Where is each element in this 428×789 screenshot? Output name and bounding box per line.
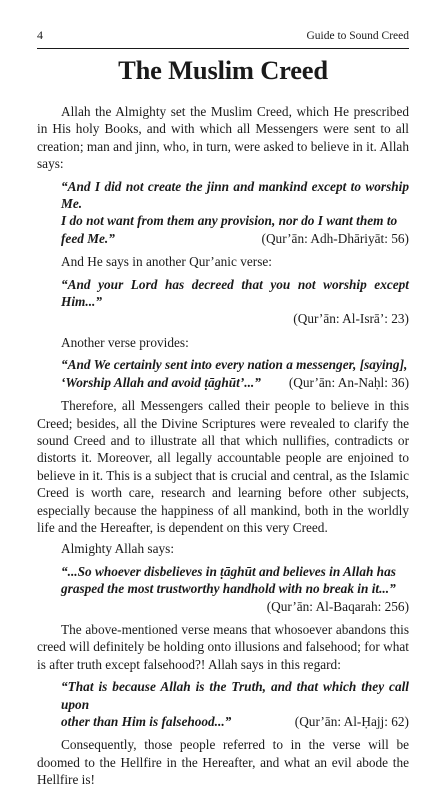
quote-line: “And We certainly sent into every nation a messenger, [saying], bbox=[61, 357, 408, 373]
paragraph: Another verse provides: bbox=[61, 334, 189, 350]
quote-citation: (Qur’ān: An-Naḥl: 36) bbox=[288, 374, 409, 390]
quote-line: “And I did not create the jinn and mankind except to worship Me. bbox=[61, 178, 409, 212]
quote-line: other than Him is falsehood...” bbox=[61, 714, 232, 729]
quote-line: ‘Worship Allah and avoid ṭāghūt’...” bbox=[61, 374, 261, 390]
quote-al-hajj bbox=[61, 678, 409, 730]
paragraph: Therefore, all Messengers called their people to believe in this Creed; besides, all the Divine Scriptures were revealed to clarify the sound Creed and to illustrate all that which nullifies, contradicts or distorts it. Moreover, all legally accountable people are enjoined to believe in it. This is a subject that is crucial and central, as the Islamic Creed is worth care, research and learning before other subjects, especially because the happiness of all mankind, both in the worldly life and the Hereafter, is dependent on this very Creed. bbox=[37, 398, 409, 535]
quote-an-nahl bbox=[61, 356, 409, 391]
paragraph: Almighty Allah says: bbox=[61, 541, 175, 557]
quote-line: feed Me.” bbox=[61, 230, 115, 246]
quote-citation: (Qur’ān: Al-Isrā’: 23) bbox=[293, 311, 409, 327]
paragraph: The above-mentioned verse means that whosoever abandons this creed will definitely be holding onto illusions and falsehood; for what is after truth except falsehood?! Allah says in this regard: bbox=[37, 621, 409, 672]
page-body bbox=[37, 103, 409, 789]
quote-al-isra bbox=[61, 276, 409, 328]
chapter-title: The Muslim Creed bbox=[118, 55, 328, 85]
quote-line: I do not want from them any provision, nor do I want them to bbox=[61, 213, 398, 229]
paragraph-intro: Allah the Almighty set the Muslim Creed, which He prescribed in His holy Books, and with which all Messengers were sent to all creation; man and jinn, who, in turn, were asked to believe in it. Allah says: bbox=[37, 104, 409, 172]
quote-line: grasped the most trustworthy handhold with no break in it...” bbox=[61, 581, 396, 597]
quote-line: “And your Lord has decreed that you not worship except Him...” bbox=[61, 276, 409, 310]
quote-citation: (Qur’ān: Al-Baqarah: 256) bbox=[266, 598, 409, 614]
paragraph: And He says in another Qur’anic verse: bbox=[61, 254, 272, 270]
quote-citation: (Qur’ān: Adh-Dhāriyāt: 56) bbox=[261, 230, 409, 246]
quote-al-baqarah bbox=[61, 563, 409, 615]
quote-line: “...So whoever disbelieves in ṭāghūt and believes in Allah has bbox=[61, 563, 396, 579]
page-number: 4 bbox=[37, 28, 43, 42]
running-title: Guide to Sound Creed bbox=[306, 30, 409, 42]
paragraph-conclusion: Consequently, those people referred to in the verse will be doomed to the Hellfire in the Hereafter, and what an evil abode the Hellfire is! bbox=[37, 737, 409, 788]
running-header bbox=[37, 27, 409, 49]
quote-citation: (Qur’ān: Al-Ḥajj: 62) bbox=[294, 714, 409, 729]
quote-line: “That is because Allah is the Truth, and that which they call upon bbox=[61, 679, 409, 712]
quote-adh-dhariyat bbox=[61, 178, 409, 248]
